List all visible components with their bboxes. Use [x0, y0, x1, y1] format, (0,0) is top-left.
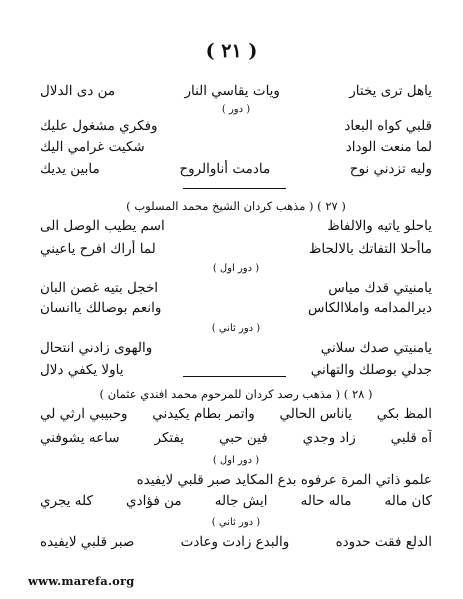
section-heading: ( ٢٧ ) ( مذهب كردان الشيخ محمد المسلوب ) [126, 199, 346, 213]
verse-part: المظ بكي [376, 406, 432, 422]
verse-line [40, 138, 432, 156]
verse-part: ساعه يشوفني [40, 430, 120, 446]
verse-part: وفكري مشغول عليك [40, 118, 158, 134]
verse-line [40, 405, 432, 423]
verse-line [40, 492, 432, 510]
verse-line [40, 240, 432, 258]
verse-line [40, 217, 432, 235]
verse-part: كله يجري [40, 493, 93, 509]
stanza-label: ( دور ثاني ) [211, 517, 261, 528]
verse-part: اخجل بتيه غصن البان [40, 280, 159, 296]
verse-part: ماأحلا التفاتك بالالحاظ [308, 241, 432, 257]
verse-part: ديرالمدامه واملاالكاس [308, 300, 432, 316]
verse-part: والهوى زادني انتحال [40, 340, 153, 356]
verse-line [40, 299, 432, 317]
verse-part: ويات يقاسي النار [184, 83, 280, 99]
verse-part: مابين يديك [40, 161, 100, 177]
stanza-label: ( دور اول ) [212, 455, 260, 466]
verse-part: ياولا يكفي دلال [40, 362, 124, 378]
verse-part: يفتكر [154, 430, 185, 446]
verse-part: زاد وجدي [302, 430, 356, 446]
verse-line [40, 117, 432, 135]
verse-part: ماله حاله [300, 493, 352, 509]
verse-part: يامنيتي قدك مياس [328, 280, 432, 296]
verse-part: لما منعت الوداد [345, 139, 432, 155]
verse-line [40, 471, 432, 489]
verse-part: جدلي بوصلك والتهاني [310, 362, 432, 378]
footer-website: www.marefa.org [28, 574, 135, 588]
stanza-label: ( دور ) [221, 104, 251, 115]
verse-part: قلبي كواه البعاد [344, 118, 432, 134]
verse-line [40, 82, 432, 100]
verse-line [40, 533, 432, 551]
verse-part: واتمر بطام يكيدني [152, 406, 255, 422]
page-number: ( ٢١ ) [205, 40, 258, 62]
verse-part: كان ماله [384, 493, 432, 509]
section-heading: ( ٢٨ ) ( مذهب رصد كردان للمرحوم محمد افندي عثمان ) [99, 387, 373, 401]
verse-line [40, 279, 432, 297]
verse-part: شكيت غرامي اليك [40, 139, 145, 155]
verse-part: علمو ذاتي المرة عرفوه بدع المكايد صبر قلبي لايفيده [136, 472, 432, 488]
verse-part: فين حبي [218, 430, 268, 446]
verse-part: وليه تزدني نوح [349, 161, 432, 177]
verse-line [40, 339, 432, 357]
verse-line [40, 429, 432, 447]
verse-part: وانعم بوصالك ياانسان [40, 300, 162, 316]
verse-part: لما أراك افرح ياعيني [40, 241, 156, 257]
verse-part: ياحلو ياتيه والالفاظ [327, 218, 432, 234]
verse-part: اسم يطيب الوصل الى [40, 218, 165, 234]
verse-part: وحبيبي ارثي لي [40, 406, 128, 422]
verse-part: ياناس الحالي [279, 406, 353, 422]
section-divider-27 [183, 188, 286, 189]
verse-part: مادمت أناوالروح [179, 161, 271, 177]
verse-part: من دى الدلال [40, 83, 116, 99]
verse-part: ايش جاله [214, 493, 268, 509]
verse-part: الدلع فقت حدوده [335, 534, 432, 550]
verse-part: آه قلبي [390, 430, 432, 446]
stanza-label: ( دور ثاني ) [211, 323, 261, 334]
verse-part: والبدع زادت وعادت [180, 534, 290, 550]
stanza-label: ( دور اول ) [212, 263, 260, 274]
verse-part: ياهل ترى يختار [349, 83, 432, 99]
verse-line [40, 160, 432, 178]
verse-part: يامنيتي صدك سلاني [320, 340, 432, 356]
verse-part: من فؤادي [126, 493, 182, 509]
section-divider-28 [183, 376, 286, 377]
verse-part: صبر قلبي لايفيده [40, 534, 135, 550]
